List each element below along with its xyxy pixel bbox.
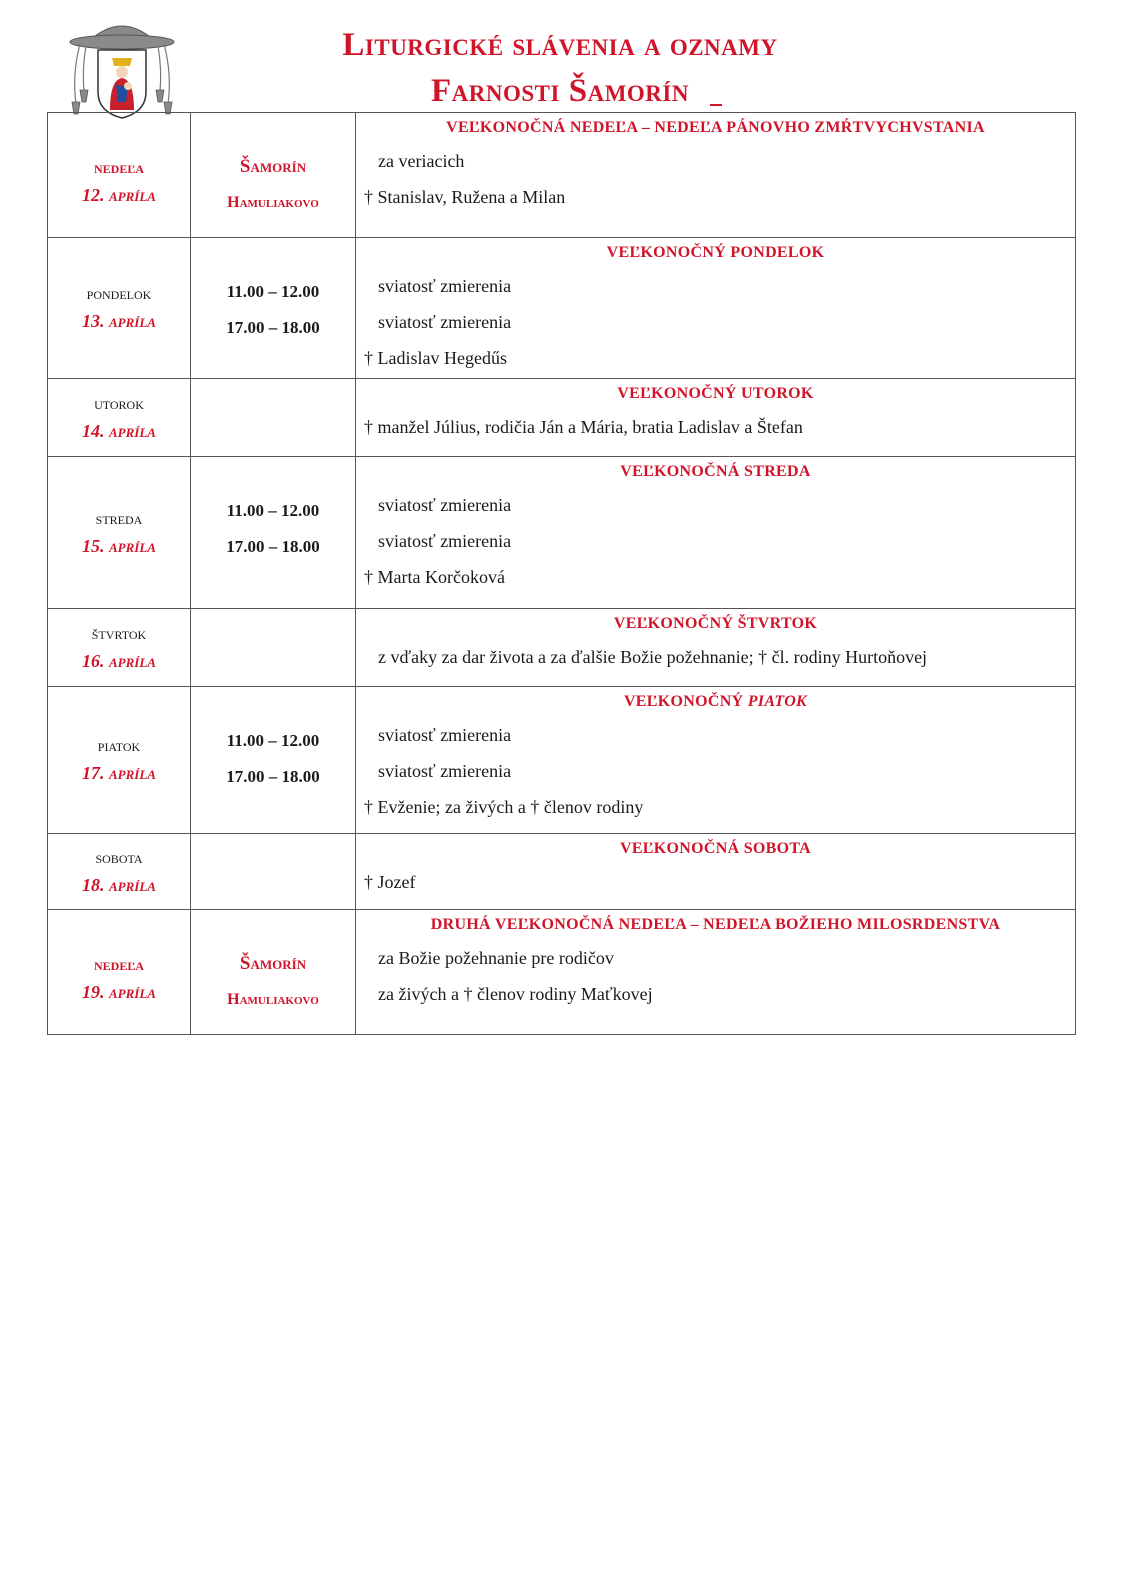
day-name: pondelok bbox=[86, 284, 152, 303]
intention-entry: † Marta Korčoková bbox=[364, 567, 505, 587]
day-cell bbox=[48, 238, 191, 379]
day-cell bbox=[48, 834, 191, 910]
table-row bbox=[48, 687, 1076, 834]
day-name: sobota bbox=[95, 847, 143, 867]
day-cell bbox=[48, 457, 191, 609]
day-name: streda bbox=[95, 508, 143, 528]
feast-title-text: VEĽKONOČNÝ PONDELOK bbox=[606, 244, 825, 261]
intentions-cell bbox=[356, 910, 1076, 1035]
table-row bbox=[48, 457, 1076, 609]
place-time-cell bbox=[191, 609, 356, 687]
intention-entry: sviatosť zmierenia bbox=[378, 276, 512, 296]
intention-entry: z vďaky za dar života a za ďalšie Božie požehnanie; † čl. rodiny Hurtoňovej bbox=[378, 647, 928, 667]
day-cell bbox=[48, 609, 191, 687]
feast-title-text: VEĽKONOČNÁ NEDEĽA – NEDEĽA PÁNOVHO ZMŔTVYCHVSTANIA bbox=[446, 119, 985, 136]
feast-title bbox=[356, 457, 1075, 487]
feast-title bbox=[356, 238, 1075, 268]
place-name: Šamorín bbox=[239, 156, 307, 177]
intention-entry: † Jozef bbox=[364, 872, 416, 892]
place-time-cell bbox=[191, 910, 356, 1035]
table-row bbox=[48, 834, 1076, 910]
intentions-cell bbox=[356, 687, 1076, 834]
day-date: 19. apríla bbox=[82, 982, 156, 1002]
day-date: 15. apríla bbox=[82, 535, 156, 556]
feast-title-text: VEĽKONOČNÝ bbox=[623, 693, 748, 710]
day-date: 16. apríla bbox=[82, 650, 156, 671]
day-name: štvrtok bbox=[91, 623, 147, 643]
intentions-cell bbox=[356, 609, 1076, 687]
intentions-cell bbox=[356, 238, 1076, 379]
feast-title bbox=[356, 834, 1075, 864]
time-slot: 11.00 – 12.00 bbox=[226, 731, 320, 750]
intention-entry: sviatosť zmierenia bbox=[378, 495, 512, 515]
feast-title-italic: PIATOK bbox=[747, 693, 808, 710]
day-date: 12. apríla bbox=[82, 185, 156, 205]
table-row bbox=[48, 609, 1076, 687]
intentions-cell bbox=[356, 379, 1076, 457]
feast-title bbox=[356, 687, 1075, 717]
feast-title-text: VEĽKONOČNÁ STREDA bbox=[620, 463, 811, 480]
intention-entry: sviatosť zmierenia bbox=[378, 531, 512, 551]
day-date: 17. apríla bbox=[82, 763, 156, 783]
day-date: 18. apríla bbox=[82, 874, 156, 895]
feast-title bbox=[356, 379, 1075, 409]
feast-title bbox=[356, 113, 1075, 143]
intention-entry: † Stanislav, Ružena a Milan bbox=[364, 187, 566, 207]
intention-entry: za veriacich bbox=[378, 151, 465, 171]
feast-title bbox=[356, 609, 1075, 639]
place-time-cell bbox=[191, 238, 356, 379]
place-name: Hamuliakovo bbox=[227, 194, 319, 211]
intention-entry: za živých a † členov rodiny Maťkovej bbox=[378, 984, 653, 1004]
day-date: 13. apríla bbox=[82, 311, 156, 331]
intention-entry: sviatosť zmierenia bbox=[378, 725, 512, 745]
title-underline bbox=[710, 104, 722, 106]
place-time-cell bbox=[191, 834, 356, 910]
day-cell bbox=[48, 113, 191, 238]
place-name: Hamuliakovo bbox=[227, 991, 319, 1008]
day-name: nedeľa bbox=[93, 955, 144, 974]
intention-entry: sviatosť zmierenia bbox=[378, 312, 512, 332]
time-slot: 11.00 – 12.00 bbox=[226, 501, 320, 520]
day-cell bbox=[48, 910, 191, 1035]
feast-title-text: VEĽKONOČNÝ ŠTVRTOK bbox=[613, 615, 818, 632]
day-name: nedeľa bbox=[93, 158, 144, 177]
time-slot: 11.00 – 12.00 bbox=[226, 282, 320, 301]
table-row bbox=[48, 113, 1076, 238]
place-time-cell bbox=[191, 113, 356, 238]
intention-entry: † manžel Július, rodičia Ján a Mária, bratia Ladislav a Štefan bbox=[364, 417, 803, 437]
intention-entry: sviatosť zmierenia bbox=[378, 761, 512, 781]
place-name: Šamorín bbox=[239, 953, 307, 974]
feast-title bbox=[356, 910, 1075, 940]
table-row bbox=[48, 379, 1076, 457]
day-cell bbox=[48, 379, 191, 457]
parish-coat-of-arms bbox=[66, 14, 178, 122]
time-slot: 17.00 – 18.00 bbox=[226, 537, 320, 556]
place-time-cell bbox=[191, 687, 356, 834]
schedule-table bbox=[47, 112, 1076, 1035]
time-slot: 17.00 – 18.00 bbox=[226, 767, 320, 786]
place-time-cell bbox=[191, 457, 356, 609]
table-row bbox=[48, 238, 1076, 379]
intention-entry: † Evženie; za živých a † členov rodiny bbox=[364, 797, 644, 817]
day-cell bbox=[48, 687, 191, 834]
intentions-cell bbox=[356, 457, 1076, 609]
day-name: utorok bbox=[94, 393, 144, 413]
feast-title-text: VEĽKONOČNÁ SOBOTA bbox=[619, 840, 812, 857]
feast-title-text: DRUHÁ VEĽKONOČNÁ NEDEĽA – NEDEĽA BOŽIEHO MILOSRDENSTVA bbox=[430, 916, 1001, 933]
day-date: 14. apríla bbox=[82, 420, 156, 441]
time-slot: 17.00 – 18.00 bbox=[226, 318, 320, 337]
intention-entry: za Božie požehnanie pre rodičov bbox=[378, 948, 614, 968]
intentions-cell bbox=[356, 113, 1076, 238]
table-row bbox=[48, 910, 1076, 1035]
intentions-cell bbox=[356, 834, 1076, 910]
day-name: piatok bbox=[97, 736, 141, 755]
feast-title-text: VEĽKONOČNÝ UTOROK bbox=[617, 385, 814, 402]
document-title-line2: Farnosti Šamorín bbox=[431, 73, 689, 109]
intention-entry: † Ladislav Hegedűs bbox=[364, 348, 507, 368]
place-time-cell bbox=[191, 379, 356, 457]
document-title-line1: Liturgické slávenia a oznamy bbox=[342, 27, 778, 63]
